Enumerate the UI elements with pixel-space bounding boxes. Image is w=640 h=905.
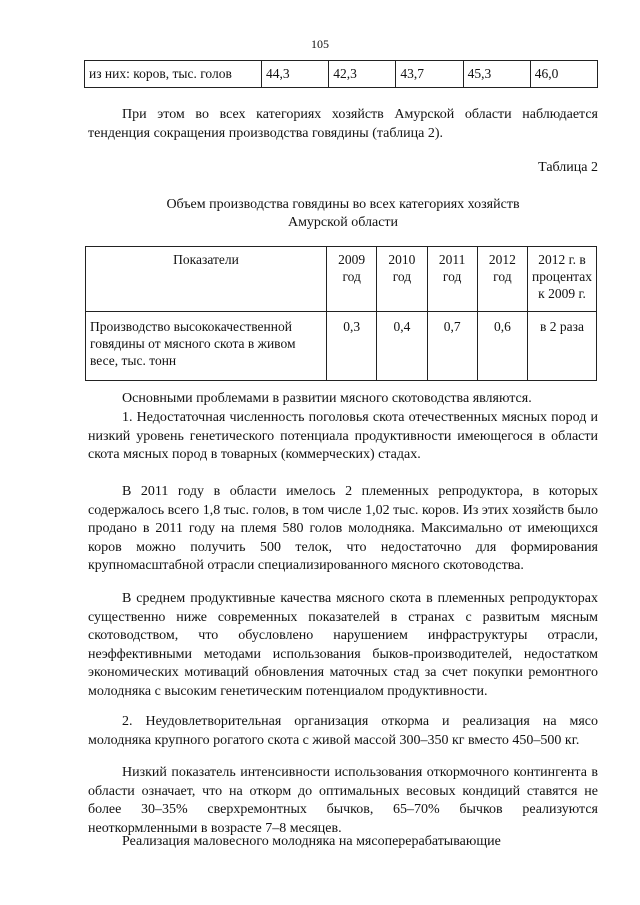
body-paragraph: В среднем продуктивные качества мясного скота в племенных репродукторах существенно ниже современных показателей в странах с развитым мясным скотоводством, что обусловлено нарушением инфраструктуры отрасли, неэффективными методами использования быков-производителей, недостатком экономических мотиваций обновления маточных стад за счет покупки ремонтного молодняка с высоким генетическим потенциалом продуктивности.: [88, 591, 598, 699]
body-paragraph: Реализация маловесного молодняка на мясоперерабатывающие: [122, 834, 501, 849]
table-row: [86, 312, 597, 381]
table-cell: 45,3: [463, 61, 530, 88]
column-header: 2009 год: [327, 247, 377, 312]
table-cell: 43,7: [396, 61, 463, 88]
body-paragraph: Основными проблемами в развитии мясного скотоводства являются.: [122, 391, 532, 406]
table-cell: 0,7: [427, 312, 477, 381]
row-label: из них: коров, тыс. голов: [85, 61, 262, 88]
intro-paragraph: При этом во всех категориях хозяйств Амурской области наблюдается тенденция сокращения производства говядины (таблица 2).: [88, 107, 598, 141]
table-cell: 46,0: [530, 61, 597, 88]
table-cell: в 2 раза: [528, 312, 597, 381]
column-header: 2012 год: [477, 247, 527, 312]
table-label: Таблица 2: [538, 160, 598, 175]
table-title: Объем производства говядины во всех категориях хозяйств Амурской области: [166, 197, 520, 230]
table-cell: 0,4: [377, 312, 427, 381]
body-paragraph: 1. Недостаточная численность поголовья скота отечественных мясных пород и низкий уровень генетического потенциала продуктивности имеющегося в области скота мясных пород в товарных (коммерческих) стадах.: [88, 410, 598, 462]
column-header: Показатели: [86, 247, 327, 312]
table-cell: 0,3: [327, 312, 377, 381]
column-header: 2012 г. в процентах к 2009 г.: [528, 247, 597, 312]
livestock-table: [84, 60, 598, 88]
table-header-row: [86, 247, 597, 312]
column-header: 2010 год: [377, 247, 427, 312]
body-paragraph: 2. Неудовлетворительная организация откорма и реализация на мясо молодняка крупного рогатого скота с живой массой 300–350 кг вместо 450–500 кг.: [88, 714, 598, 748]
indicator-cell: Производство высококачественной говядины от мясного скота в живом весе, тыс. тонн: [86, 312, 327, 381]
body-paragraph: Низкий показатель интенсивности использования откормочного контингента в области означает, что на откорм до оптимальных весовых кондиций ставятся не более 30–35% сверхремонтных бычков, 65–70% бычков реализуются неоткормленными в возрасте 7–8 месяцев.: [88, 765, 598, 836]
table-row: [85, 61, 598, 88]
beef-production-table: [85, 246, 597, 381]
body-paragraph: В 2011 году в области имелось 2 племенных репродуктора, в которых содержалось всего 1,8 тыс. голов, в том числе 1,02 тыс. коров. Из этих хозяйств было продано в 2011 году на племя 580 голов молодняка. Максимально от имеющихся коров можно получить 500 телок, что недостаточно для формирования крупномасштабной отрасли специализированного мясного скотоводства.: [88, 484, 598, 573]
table-cell: 0,6: [477, 312, 527, 381]
table-cell: 42,3: [329, 61, 396, 88]
table-cell: 44,3: [262, 61, 329, 88]
page-number: 105: [311, 37, 329, 51]
column-header: 2011 год: [427, 247, 477, 312]
